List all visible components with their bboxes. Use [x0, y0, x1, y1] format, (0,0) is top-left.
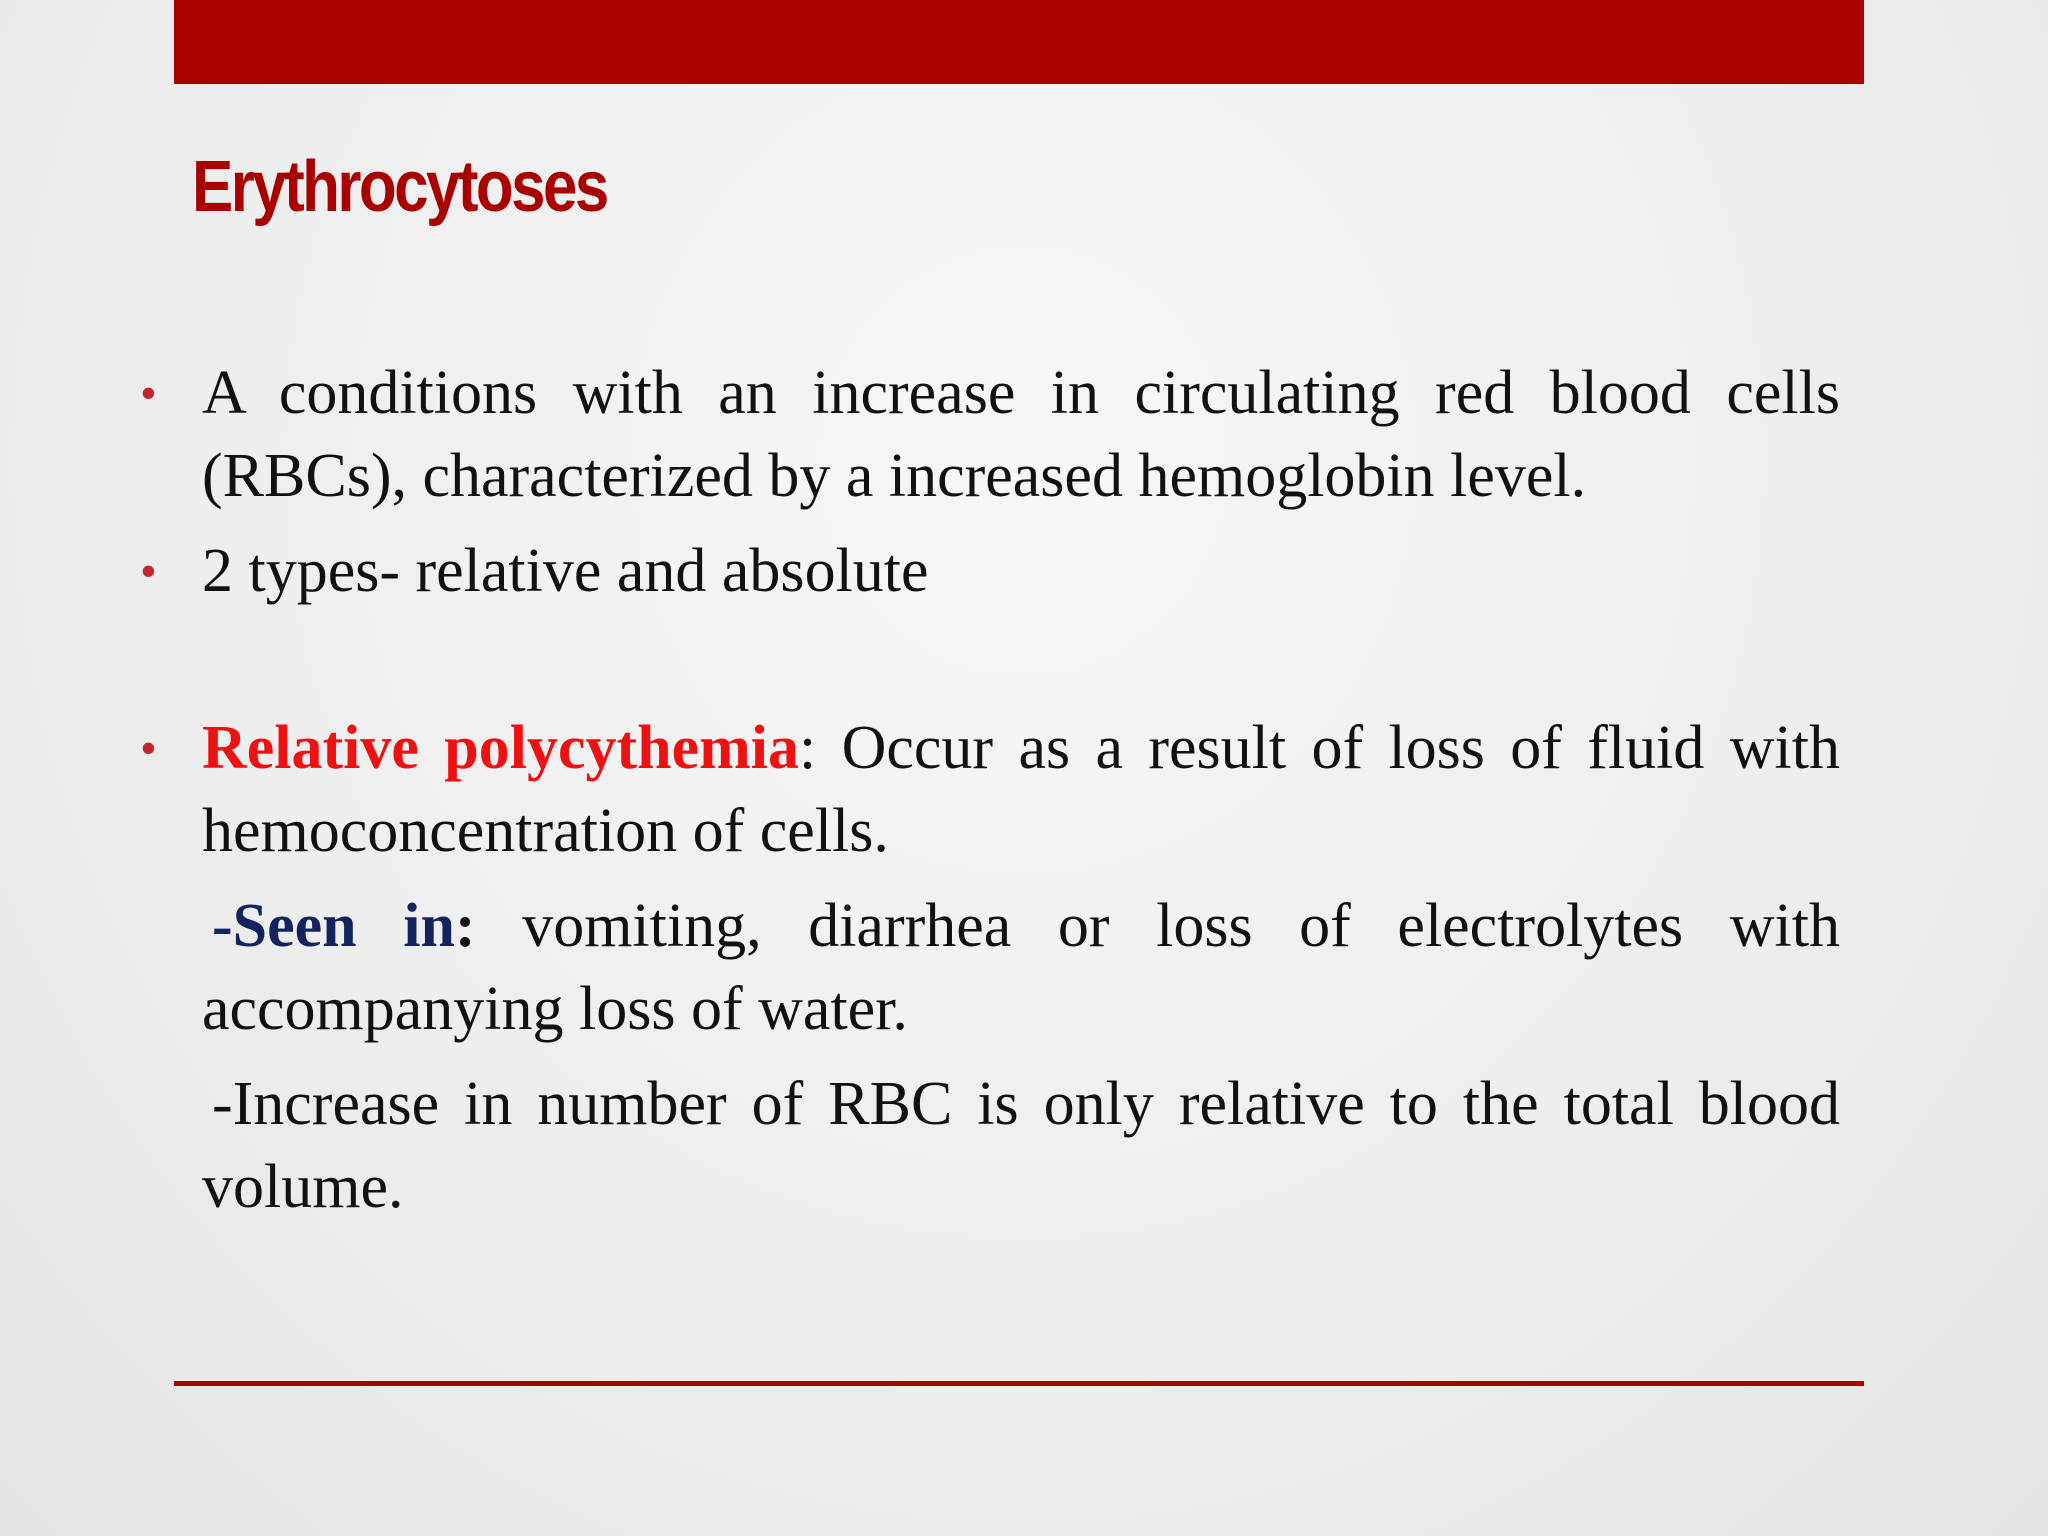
bullet-dot-icon: •: [140, 367, 157, 420]
slide-title: Erythrocytoses: [192, 147, 607, 227]
label-seen-in: -Seen in: [212, 892, 455, 960]
bullet-text: : Occur as a result of loss of fluid with hemoconcentration of cells.: [202, 714, 1840, 865]
sub-item-text: -Increase in number of RBC is only relative to the total blood volume.: [202, 1070, 1840, 1221]
bullet-dot-icon: •: [140, 545, 157, 598]
sub-item-text: vomiting, diarrhea or loss of electrolytes with accompanying loss of water.: [202, 892, 1840, 1043]
slide-content: [140, 352, 1840, 1229]
sub-item-relative-increase: [140, 1063, 1840, 1229]
sub-item-seen-in: [140, 885, 1840, 1051]
bullet-item-definition: [140, 352, 1840, 518]
bullet-text: 2 types- relative and absolute: [202, 537, 929, 605]
header-accent-bar: [174, 0, 1864, 84]
term-relative-polycythemia: Relative polycythemia: [202, 714, 800, 782]
footer-rule: [174, 1381, 1864, 1386]
label-colon: :: [454, 892, 476, 960]
bullet-text: A conditions with an increase in circulating red blood cells (RBCs), characterized by a increased hemoglobin level.: [202, 359, 1840, 510]
bullet-item-types: [140, 530, 1840, 613]
bullet-item-relative-polycythemia: [140, 707, 1840, 873]
bullet-dot-icon: •: [140, 722, 157, 775]
